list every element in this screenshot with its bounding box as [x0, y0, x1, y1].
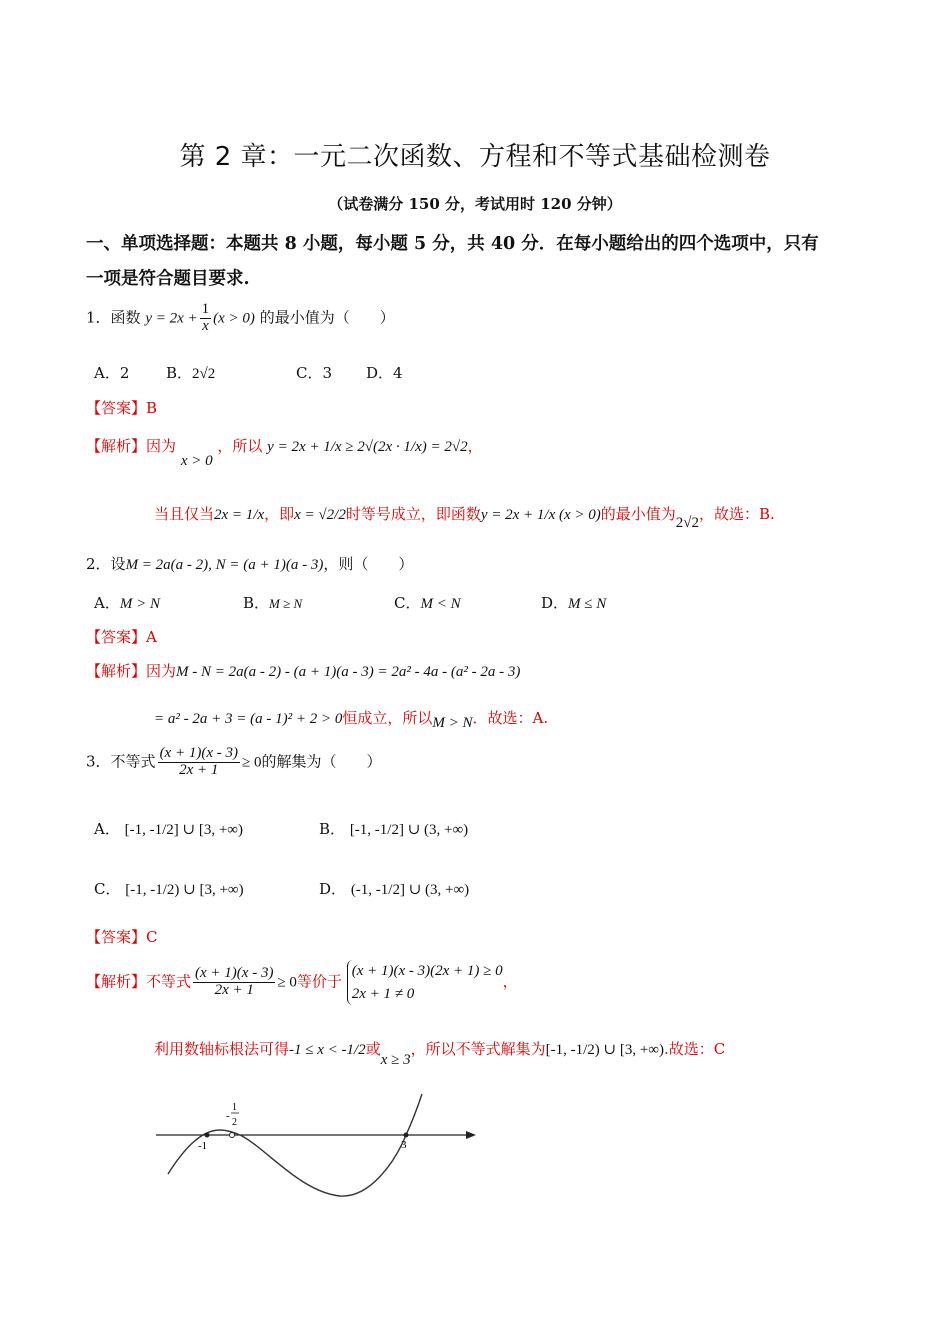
explanation-text: ， [467, 437, 483, 455]
option-label: B． [166, 364, 193, 382]
question-number: 1． [86, 308, 111, 327]
option-value: M > N [119, 596, 160, 612]
explanation-text: ，所以 [217, 437, 263, 455]
math-expression: y = 2x + 1/x ≥ 2√(2x · 1/x) = 2√2 [267, 439, 468, 455]
question-2 [86, 553, 413, 574]
explanation-text: 不等式 [146, 972, 192, 991]
option-label: C． [94, 880, 121, 898]
question-text: 不等式 [110, 752, 156, 771]
math-expression: M - N = 2a(a - 2) - (a + 1)(a - 3) = 2a² - 4a - (a² - 2a - 3) [176, 664, 521, 680]
explanation-text: 或 [365, 1040, 381, 1058]
answer-2: 【答案】A [86, 628, 157, 646]
option-c: C．3 [296, 364, 333, 382]
math-expression: y = 2x + 1/x (x > 0) [480, 507, 601, 523]
explanation-2-line1 [86, 660, 520, 681]
explanation-text: 等价于 [296, 972, 342, 991]
math-fraction [193, 966, 275, 999]
explanation-text: ，即 [264, 505, 295, 523]
explanation-text: .故选：C [663, 1040, 726, 1058]
option-a [94, 818, 243, 839]
label-neg-half-num: 1 [232, 1102, 237, 1113]
system-line-1: (x + 1)(x - 3)(2x + 1) ≥ 0 [351, 963, 503, 979]
fraction-denominator: x [202, 317, 209, 334]
explanation-3-line2 [154, 1038, 726, 1068]
page-title: 第 2 章：一元二次函数、方程和不等式基础检测卷 [179, 142, 771, 172]
question-text: 设 [110, 555, 126, 573]
section-heading-line2: 一项是符合题目要求. [86, 269, 250, 289]
explanation-text: ，故选：B. [699, 505, 775, 523]
page-subtitle: （试卷满分 150 分，考试用时 120 分钟） [328, 195, 622, 213]
explanation-text: 时等号成立，即函数 [345, 505, 481, 523]
option-label: D． [541, 594, 569, 612]
axis-arrow-icon [466, 1131, 476, 1139]
explanation-1-line1 [86, 435, 483, 469]
option-b [319, 818, 468, 839]
explanation-text: ．故选：A. [472, 709, 549, 727]
root-point-neg1 [205, 1133, 210, 1138]
option-value: M ≤ N [568, 596, 607, 612]
system-line-2: 2x + 1 ≠ 0 [351, 985, 415, 1002]
option-label: B． [243, 594, 270, 612]
explanation-3-line1 [86, 960, 518, 1005]
option-label: D． [319, 880, 347, 898]
question-1 [86, 302, 395, 335]
label-3: 3 [401, 1139, 407, 1151]
math-fraction [158, 746, 240, 779]
question-text: 函数 [110, 308, 141, 327]
explanation-text: ，所以不等式解集为 [410, 1040, 546, 1058]
root-point-3 [404, 1133, 409, 1138]
math-expression: ≥ 0 [241, 754, 262, 771]
explanation-text: 因为 [146, 437, 177, 455]
explanation-text: 利用数轴标根法可得 [154, 1040, 290, 1058]
label-neg-half-sign: - [226, 1110, 230, 1122]
sign-chart-figure [150, 1092, 490, 1207]
math-expression: -1 ≤ x < -1/2 [289, 1042, 366, 1058]
option-value: M ≥ N [269, 596, 303, 611]
question-text: ，则（ ） [323, 555, 414, 573]
explanation-text: 的最小值为 [600, 505, 676, 523]
option-c [94, 878, 244, 899]
fraction-numerator: (x + 1)(x - 3) [195, 965, 274, 982]
label-neg1: -1 [198, 1140, 208, 1152]
math-expression: = a² - 2a + 3 = (a - 1)² + 2 > 0 [154, 711, 343, 727]
option-c [394, 592, 461, 613]
explanation-text: 恒成立，所以 [342, 709, 433, 727]
fraction-denominator: 2x + 1 [214, 982, 254, 998]
inequality-system [347, 960, 503, 1005]
answer-1: 【答案】B [86, 399, 158, 417]
option-label: A． [94, 820, 120, 838]
explanation-label: 【解析】 [86, 972, 147, 991]
question-text: 的最小值为（ ） [259, 308, 395, 327]
option-b [166, 362, 215, 383]
math-expression: 2√2 [675, 515, 699, 531]
question-3 [86, 746, 381, 779]
math-expression: ≥ 0 [277, 974, 297, 991]
option-value: 2√2 [192, 366, 216, 382]
math-expression: [-1, -1/2) ∪ [3, +∞) [545, 1042, 664, 1058]
math-expression: y = 2x + [145, 310, 198, 327]
math-condition: x > 0 [180, 453, 213, 469]
option-a: A．2 [94, 364, 130, 382]
question-number: 3． [86, 752, 111, 771]
explanation-text: 因为 [146, 662, 177, 680]
explanation-1-line2 [154, 503, 775, 531]
option-value: M < N [420, 596, 461, 612]
fraction-numerator: (x + 1)(x - 3) [159, 745, 238, 761]
option-value: [-1, -1/2] ∪ (3, +∞) [349, 822, 469, 838]
label-neg-half-den: 2 [232, 1117, 237, 1128]
explanation-label: 【解析】 [86, 437, 147, 455]
explanation-text: 当且仅当 [154, 505, 215, 523]
math-fraction [200, 302, 212, 335]
option-value: [-1, -1/2] ∪ [3, +∞) [124, 822, 243, 838]
math-expression: x = √2/2 [294, 507, 346, 523]
option-d: D．4 [366, 364, 403, 382]
explanation-label: 【解析】 [86, 662, 147, 680]
fraction-numerator: 1 [201, 301, 210, 317]
explanation-text: ， [502, 972, 518, 991]
option-d [541, 592, 606, 613]
option-a [94, 592, 160, 613]
question-number: 2． [86, 555, 111, 573]
explanation-2-line2 [154, 707, 549, 731]
math-expression: M = 2a(a - 2), N = (a + 1)(a - 3) [125, 557, 324, 573]
question-text: 的解集为（ ） [261, 752, 382, 771]
option-label: A． [94, 594, 120, 612]
option-value: [-1, -1/2) ∪ [3, +∞) [125, 882, 244, 898]
root-point-neg-half [230, 1133, 235, 1138]
math-expression: x ≥ 3 [380, 1052, 411, 1068]
option-label: B． [319, 820, 346, 838]
option-value: (-1, -1/2] ∪ (3, +∞) [350, 882, 470, 898]
option-d [319, 878, 469, 899]
math-expression: M > N [432, 715, 473, 731]
section-heading-line1: 一、单项选择题：本题共 8 小题，每小题 5 分，共 40 分．在每小题给出的四个选项中，只有 [86, 234, 819, 254]
option-b [243, 592, 302, 613]
math-expression: (x > 0) [213, 310, 255, 327]
fraction-denominator: 2x + 1 [179, 761, 219, 778]
answer-3: 【答案】C [86, 928, 158, 946]
math-expression: 2x = 1/x [214, 507, 265, 523]
option-label: C． [394, 594, 421, 612]
